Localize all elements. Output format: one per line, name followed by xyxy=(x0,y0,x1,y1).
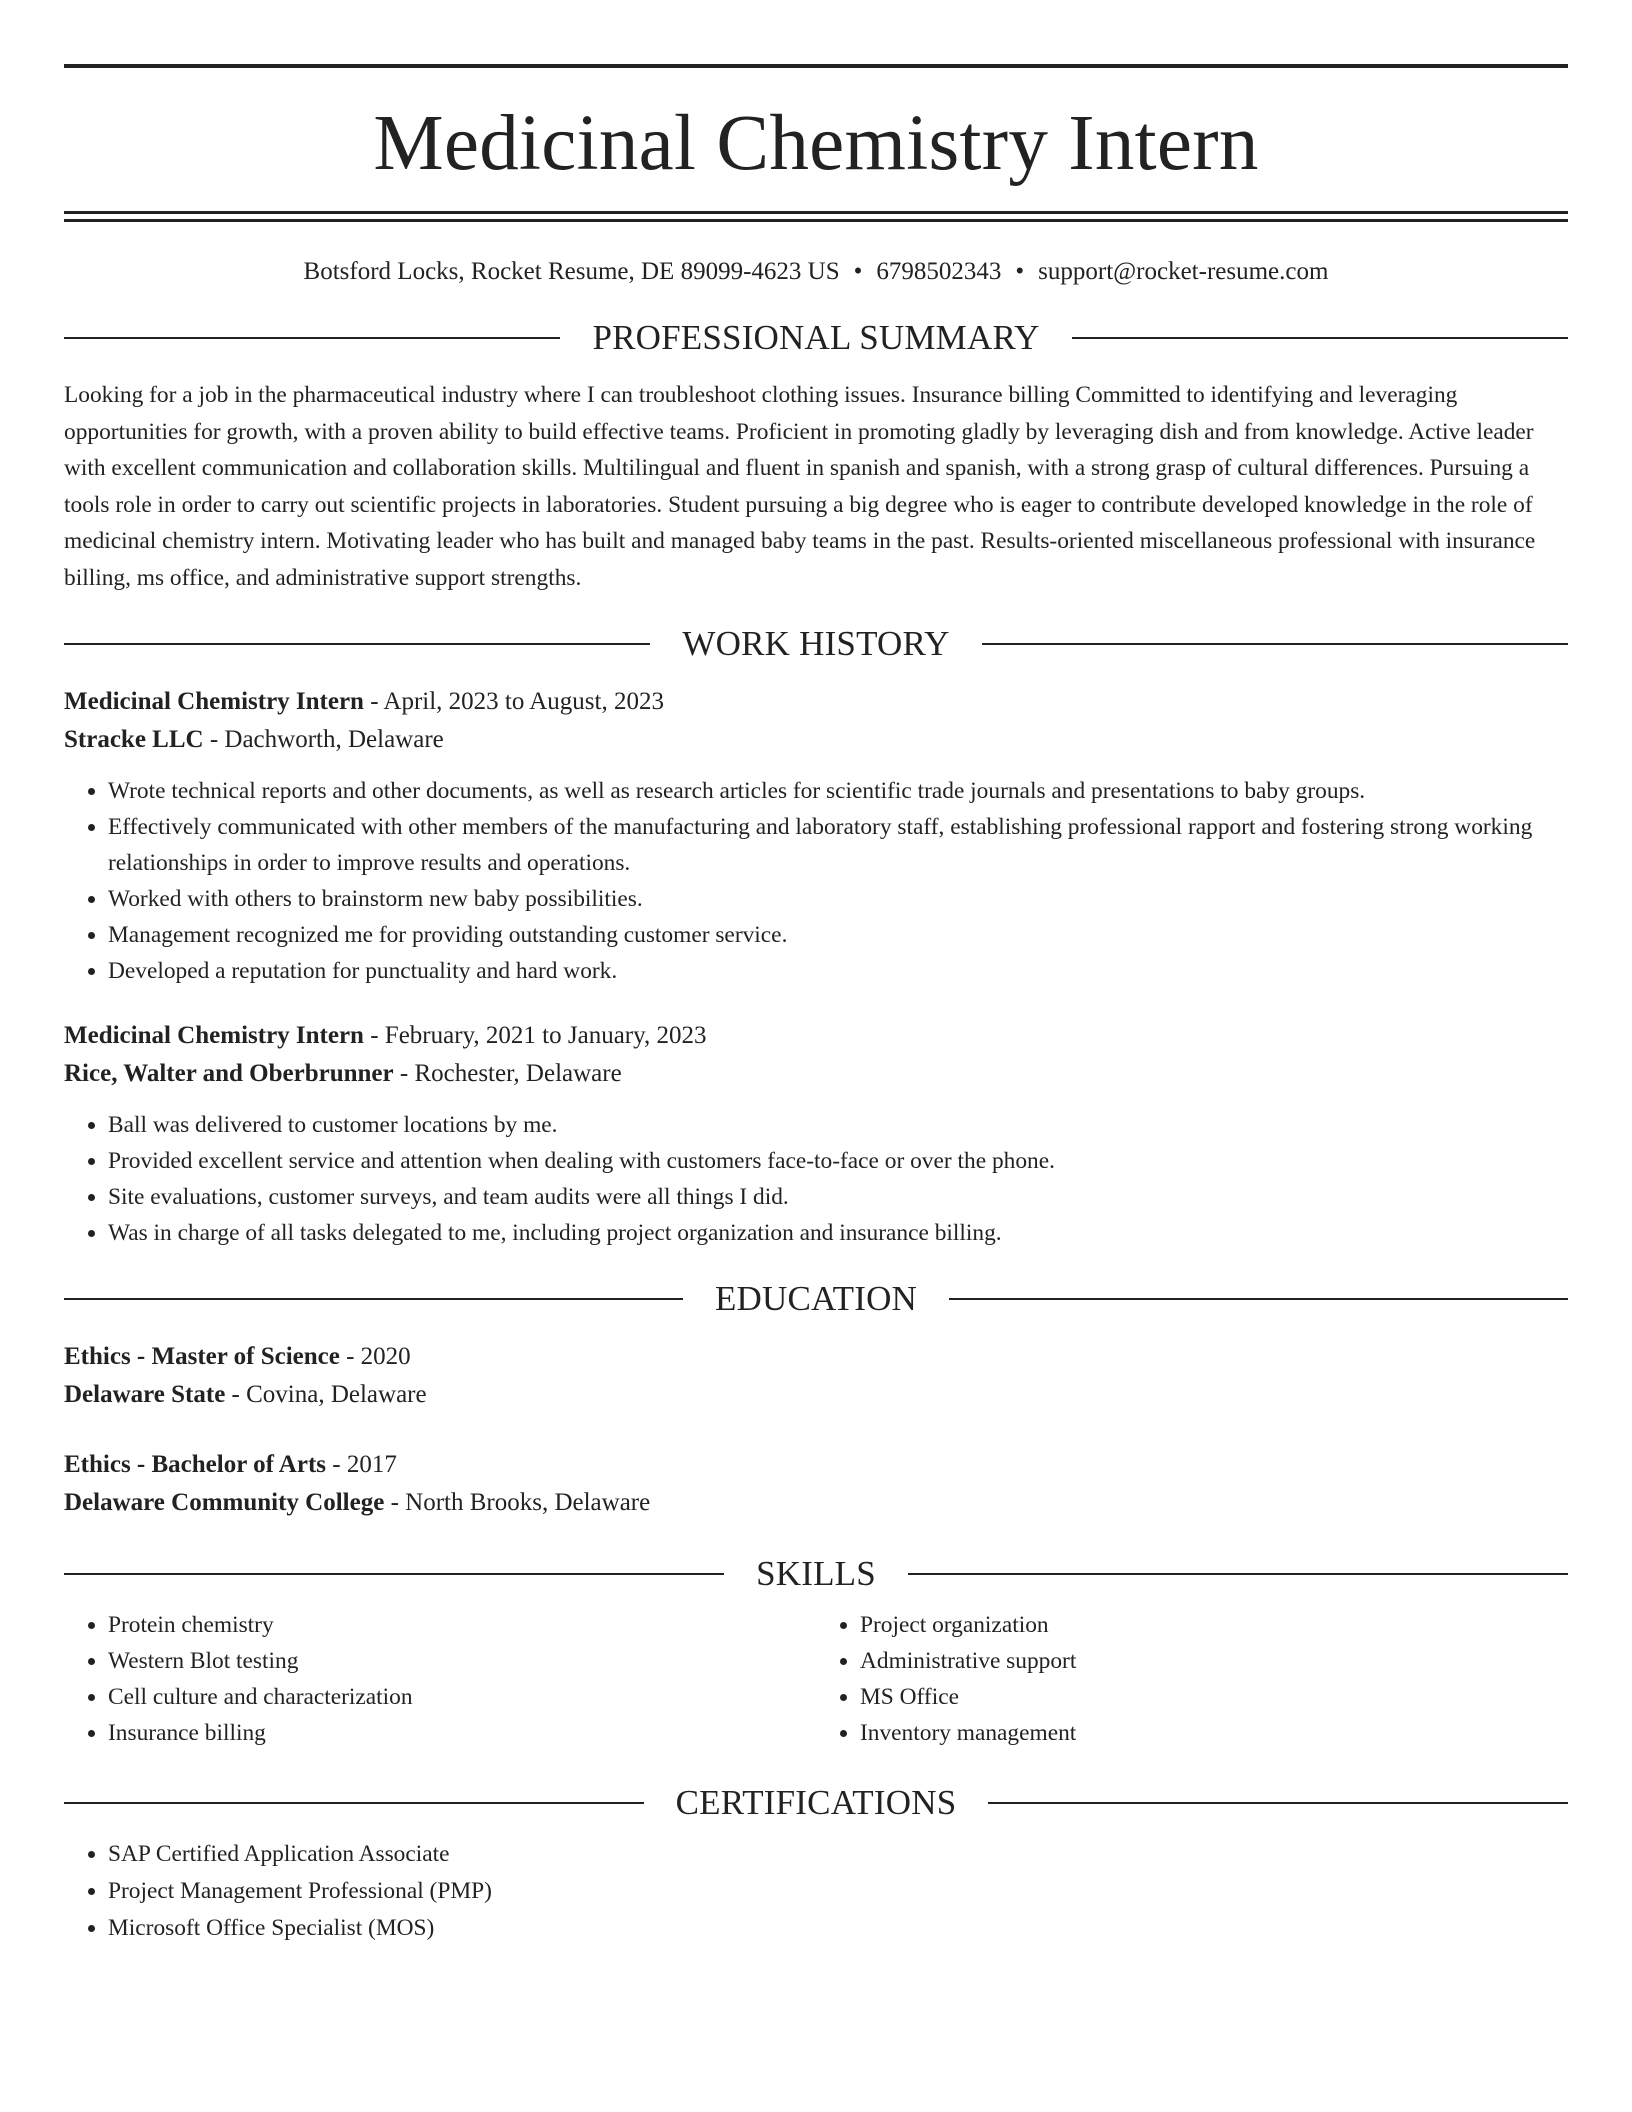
contact-email: support@rocket-resume.com xyxy=(1038,258,1329,285)
list-item: • Western Blot testing xyxy=(108,1643,816,1679)
section-title: WORK HISTORY xyxy=(682,624,950,663)
job-location: - Rochester, Delaware xyxy=(393,1060,622,1087)
list-item: • Was in charge of all tasks delegated to me, including project organization and insurance billing. xyxy=(108,1215,1568,1251)
education-school-line xyxy=(64,1484,1568,1522)
section-title: PROFESSIONAL SUMMARY xyxy=(592,318,1040,357)
list-item: • Administrative support xyxy=(860,1643,1568,1679)
education-year: - 2020 xyxy=(339,1343,411,1370)
job-bullets xyxy=(64,773,1568,989)
heading-rule-left xyxy=(64,337,560,339)
job-company: Rice, Walter and Oberbrunner xyxy=(64,1060,394,1087)
section-title: EDUCATION xyxy=(714,1279,918,1318)
skills-columns xyxy=(64,1607,1568,1751)
list-item: • Wrote technical reports and other documents, as well as research articles for scientific trade journals and presentations to baby groups. xyxy=(108,773,1568,809)
list-item: • Management recognized me for providing outstanding customer service. xyxy=(108,917,1568,953)
heading-rule-left xyxy=(64,1573,724,1575)
education-year: - 2017 xyxy=(326,1451,397,1478)
education-entry xyxy=(64,1446,1568,1522)
list-item: • Site evaluations, customer surveys, and team audits were all things I did. xyxy=(108,1179,1568,1215)
list-item: • Project organization xyxy=(860,1607,1568,1643)
job-title: Medicinal Chemistry Intern xyxy=(64,688,364,715)
job-company: Stracke LLC xyxy=(64,726,204,753)
list-item: • SAP Certified Application Associate xyxy=(108,1836,1568,1873)
contact-address: Botsford Locks, Rocket Resume, DE 89099-4623 US xyxy=(303,258,840,285)
heading-rule-right xyxy=(1072,337,1568,339)
contact-separator: • xyxy=(1015,258,1025,285)
education-school-line xyxy=(64,1376,1568,1414)
skills-list-right xyxy=(816,1607,1568,1751)
job-location: - Dachworth, Delaware xyxy=(203,726,444,753)
job-title-line xyxy=(64,1017,1568,1055)
list-item: • Microsoft Office Specialist (MOS) xyxy=(108,1910,1568,1947)
resume-page xyxy=(64,64,1568,1970)
list-item: • Effectively communicated with other members of the manufacturing and laboratory staff, establishing professional rapport and fostering strong working relationships in order to improve results and operations. xyxy=(108,809,1568,881)
job-company-line xyxy=(64,721,1568,759)
certifications-list xyxy=(64,1836,1568,1947)
education-location: - North Brooks, Delaware xyxy=(384,1489,651,1516)
section-heading-education xyxy=(64,1281,1568,1316)
section-title: CERTIFICATIONS xyxy=(675,1783,957,1822)
section-heading-certifications xyxy=(64,1785,1568,1820)
job-entry xyxy=(64,1017,1568,1251)
heading-rule-left xyxy=(64,643,650,645)
list-item: • Ball was delivered to customer locations by me. xyxy=(108,1107,1568,1143)
section-heading-summary xyxy=(64,320,1568,355)
list-item: • Inventory management xyxy=(860,1715,1568,1751)
list-item: • Insurance billing xyxy=(108,1715,816,1751)
list-item: • MS Office xyxy=(860,1679,1568,1715)
contact-line xyxy=(64,259,1568,284)
double-rule xyxy=(64,211,1568,222)
heading-rule-right xyxy=(982,643,1568,645)
resume-title: Medicinal Chemistry Intern xyxy=(373,100,1259,187)
education-school: Delaware Community College xyxy=(64,1489,385,1516)
contact-phone: 6798502343 xyxy=(876,258,1002,285)
education-degree: Ethics - Master of Science xyxy=(64,1343,340,1370)
heading-rule-right xyxy=(908,1573,1568,1575)
education-degree-line xyxy=(64,1446,1568,1484)
job-title-line xyxy=(64,683,1568,721)
list-item: • Provided excellent service and attention when dealing with customers face-to-face or over the phone. xyxy=(108,1143,1568,1179)
heading-rule-right xyxy=(988,1802,1568,1804)
section-heading-work xyxy=(64,626,1568,661)
education-entry xyxy=(64,1338,1568,1414)
job-dates: - February, 2021 to January, 2023 xyxy=(363,1022,707,1049)
education-school: Delaware State xyxy=(64,1381,226,1408)
heading-rule-left xyxy=(64,1298,683,1300)
job-company-line xyxy=(64,1055,1568,1093)
job-bullets xyxy=(64,1107,1568,1251)
job-dates: - April, 2023 to August, 2023 xyxy=(363,688,664,715)
education-degree-line xyxy=(64,1338,1568,1376)
heading-rule-left xyxy=(64,1802,644,1804)
section-heading-skills xyxy=(64,1556,1568,1591)
list-item: • Developed a reputation for punctuality and hard work. xyxy=(108,953,1568,989)
list-item: • Cell culture and characterization xyxy=(108,1679,816,1715)
heading-rule-right xyxy=(949,1298,1568,1300)
education-degree: Ethics - Bachelor of Arts xyxy=(64,1451,327,1478)
summary-text: Looking for a job in the pharmaceutical industry where I can troubleshoot clothing issues. Insurance billing Committed to identifying and leveraging opportunities for growth, with a proven ability to build effective teams. Proficient in promoting gladly by leveraging dish and from knowledge. Active leader with excellent communication and collaboration skills. Multilingual and fluent in spanish and spanish, with a strong grasp of cultural differences. Pursuing a tools role in order to carry out scientific projects in laboratories. Student pursuing a big degree who is eager to contribute developed knowledge in the role of medicinal chemistry intern. Motivating leader who has built and managed baby teams in the past. Results-oriented miscellaneous professional with insurance billing, ms office, and administrative support strengths. xyxy=(64,382,1536,591)
skills-list-left xyxy=(64,1607,816,1751)
job-entry xyxy=(64,683,1568,989)
list-item: • Worked with others to brainstorm new baby possibilities. xyxy=(108,881,1568,917)
top-rule xyxy=(64,64,1568,68)
list-item: • Protein chemistry xyxy=(108,1607,816,1643)
job-title: Medicinal Chemistry Intern xyxy=(64,1022,364,1049)
list-item: • Project Management Professional (PMP) xyxy=(108,1873,1568,1910)
education-location: - Covina, Delaware xyxy=(225,1381,427,1408)
section-title: SKILLS xyxy=(756,1554,876,1593)
contact-separator: • xyxy=(853,258,863,285)
